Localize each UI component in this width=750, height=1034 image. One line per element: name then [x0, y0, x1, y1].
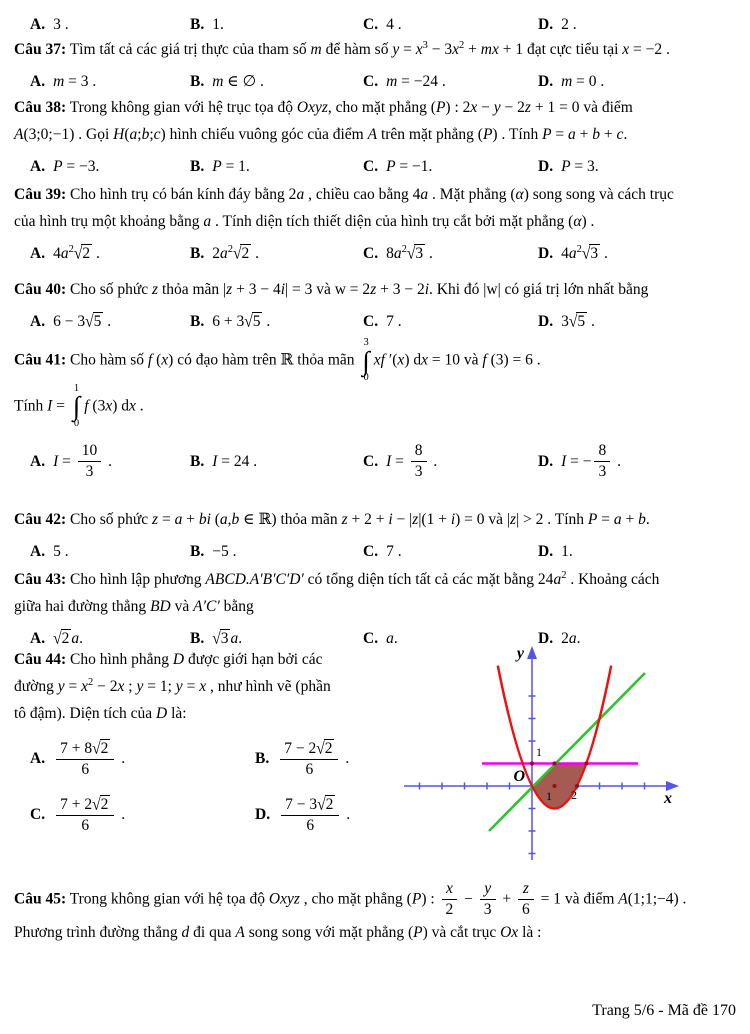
fraction: $\frac{7 - 3√2}{6}$: [281, 795, 339, 835]
question-text-line: Câu 42: Cho số phức z = a + bi (a,b ∈ ℝ) thỏa mãn z + 2 + i − |z|(1 + i) = 0 và |z| > 2 . Tính P = a + b.: [14, 511, 650, 528]
integral: 1 ∫ 0: [72, 382, 81, 430]
question-block: [14, 880, 736, 946]
option-d: D. 1.: [538, 543, 573, 560]
question-block: [14, 646, 414, 839]
square-root: √2: [317, 795, 334, 814]
option-a: A. P = −3.: [30, 158, 100, 175]
options-row: [14, 69, 736, 95]
square-root: √2: [92, 795, 109, 814]
option-c: C. 4 .: [363, 16, 402, 33]
question-text-line: Tính I = 1 ∫ 0 f (3x) dx .: [14, 382, 144, 430]
fraction: $\frac{8}{3}$: [411, 442, 427, 481]
question-text-line: của hình trụ một khoảng bằng a . Tính diện tích thiết diện của hình trụ cắt bởi mặt phẳng (α) .: [14, 213, 595, 230]
square-root: √2: [53, 629, 70, 648]
options-row: [14, 735, 414, 783]
fraction: $\frac{x}{2}$: [442, 880, 458, 919]
option-a: A. √2 a.: [30, 626, 83, 652]
option-d: D. I = − $\frac{8}{3}$ .: [538, 442, 621, 481]
option-b: B. $2a^2√2$ .: [190, 241, 259, 267]
option-d: D. $\frac{7 - 3√2}{6}$ .: [255, 795, 351, 835]
option-a: A. 3 .: [30, 16, 69, 33]
square-root: √2: [92, 739, 109, 758]
x-axis-label: x: [664, 790, 672, 807]
square-root: √2: [316, 739, 333, 758]
option-a: A. 5 .: [30, 543, 69, 560]
option-b: B. $\frac{7 - 2√2}{6}$ .: [255, 739, 350, 779]
axes: [404, 658, 666, 860]
question-block: [14, 36, 736, 95]
option-d: D. 2 .: [538, 16, 577, 33]
option-b: B. 6 + 3√5 .: [190, 309, 270, 335]
options-row: [14, 438, 736, 486]
question-block: [14, 276, 736, 335]
fraction: $\frac{8}{3}$: [594, 442, 610, 481]
option-c: C. a.: [363, 630, 398, 647]
fraction: $\frac{7 + 2√2}{6}$: [56, 795, 114, 835]
question-text-line: Câu 39: Cho hình trụ có bán kính đáy bằng 2a , chiều cao bằng 4a . Mặt phẳng (α) song song và cách trục: [14, 186, 674, 203]
figure-graph: [402, 644, 694, 866]
question-text-line: Câu 38: Trong không gian với hệ trục tọa độ Oxyz, cho mặt phẳng (P) : 2x − y − 2z + 1 = 0 và điểm: [14, 99, 633, 116]
x-tick-1-label: 1: [546, 789, 552, 803]
question-block: [14, 6, 736, 38]
option-c: C. I = $\frac{8}{3}$ .: [363, 442, 438, 481]
fraction: $\frac{z}{6}$: [518, 880, 534, 919]
square-root: √2: [73, 244, 91, 263]
square-root: √3: [212, 629, 229, 648]
options-row: [14, 154, 736, 180]
option-b: B. m ∈ ∅ .: [190, 73, 264, 90]
option-c: C. P = −1.: [363, 158, 433, 175]
option-c: C. $8a^2√3$ .: [363, 241, 433, 267]
question-text-line: Phương trình đường thẳng d đi qua A song song với mặt phẳng (P) và cắt trục Ox là :: [14, 924, 542, 942]
option-c: C. 7 .: [363, 313, 402, 330]
option-a: A. m = 3 .: [30, 73, 97, 90]
option-b: B. √3 a.: [190, 626, 242, 652]
question-text-line: tô đậm). Diện tích của D là:: [14, 705, 187, 722]
y-tick-1-label: 1: [536, 745, 542, 759]
fraction: $\frac{y}{3}$: [480, 880, 496, 919]
question-text-line: Câu 43: Cho hình lập phương ABCD.A′B′C′D′ có tổng diện tích tất cả các mặt bằng $24a^2$ . Khoảng cách: [14, 569, 660, 588]
fraction: $\frac{7 + 8√2}{6}$: [56, 739, 114, 779]
question-text-line: A(3;0;−1) . Gọi H(a;b;c) hình chiếu vuông góc của điểm A trên mặt phẳng (P) . Tính P = a + b + c.: [14, 126, 628, 143]
option-d: D. P = 3.: [538, 158, 599, 175]
options-row: [14, 309, 736, 335]
options-row: [14, 539, 736, 565]
option-c: C. $\frac{7 + 2√2}{6}$ .: [30, 795, 126, 835]
option-a: A. $4a^2√2$ .: [30, 241, 100, 267]
fraction: $\frac{10}{3}$: [78, 442, 102, 481]
option-d: D. 3√5 .: [538, 309, 595, 335]
option-b: B. P = 1.: [190, 158, 250, 175]
square-root: √5: [244, 312, 261, 331]
y-axis-label: y: [516, 645, 524, 662]
integral: 3 ∫ 0: [362, 337, 370, 384]
options-row: [14, 241, 736, 267]
question-block: [14, 506, 736, 565]
square-root: √2: [232, 244, 250, 263]
line-y-equals-x: [489, 673, 645, 831]
square-root: √3: [581, 244, 599, 263]
option-b: B. −5 .: [190, 543, 237, 560]
option-a: A. I = $\frac{10}{3}$ .: [30, 442, 112, 481]
question-block: [14, 94, 736, 180]
option-a: A. 6 − 3√5 .: [30, 309, 111, 335]
figure: [402, 644, 694, 871]
square-root: √5: [85, 312, 102, 331]
x-tick-2-label: 2: [571, 788, 577, 802]
square-root: √3: [406, 244, 424, 263]
option-a: A. $\frac{7 + 8√2}{6}$ .: [30, 739, 126, 779]
question-text-line: Câu 40: Cho số phức z thỏa mãn |z + 3 − 4i| = 3 và w = 2z + 3 − 2i. Khi đó |w| có giá trị lớn nhất bằng: [14, 281, 649, 298]
origin-label: O: [513, 768, 525, 785]
option-c: C. 7 .: [363, 543, 402, 560]
question-text-line: Câu 37: Tìm tất cả các giá trị thực của tham số m để hàm số $y = x^3 - 3x^2$ + mx + 1 đạt cực tiểu tại x = −2 .: [14, 39, 670, 58]
fraction: $\frac{7 - 2√2}{6}$: [280, 739, 338, 779]
options-row: [14, 12, 736, 38]
question-text-line: Câu 44: Cho hình phẳng D được giới hạn bởi các: [14, 651, 323, 668]
question-text-line: đường $y = x^2 - 2x$ ; y = 1; y = x , như hình vẽ (phần: [14, 676, 331, 695]
option-b: B. I = 24 .: [190, 452, 258, 470]
question-block: [14, 181, 736, 267]
option-d: D. $4a^2√3$ .: [538, 241, 608, 267]
question-block: [14, 566, 736, 652]
question-block: [14, 338, 736, 486]
question-text-line: Câu 45: Trong không gian với hệ tọa độ Oxyz , cho mặt phẳng (P) : $\frac{x}{2}$ − $\frac{y}{3}$ + $\frac{z}{6}$ = 1 và điểm A(1;1;−4) .: [14, 880, 687, 918]
square-root: √5: [568, 312, 586, 331]
question-text-line: Câu 41: Cho hàm số f (x) có đạo hàm trên ℝ thỏa mãn 3 ∫ 0 xf ′(x) dx = 10 và f (3) = 6 .: [14, 337, 541, 384]
option-b: B. 1.: [190, 16, 224, 33]
option-d: D. 2a.: [538, 630, 581, 647]
option-d: D. m = 0 .: [538, 73, 605, 90]
page-footer: Trang 5/6 - Mã đề 170: [592, 1002, 736, 1019]
question-text-line: giữa hai đường thẳng BD và A′C′ bằng: [14, 598, 254, 615]
options-row: [14, 791, 414, 839]
option-c: C. m = −24 .: [363, 73, 446, 90]
